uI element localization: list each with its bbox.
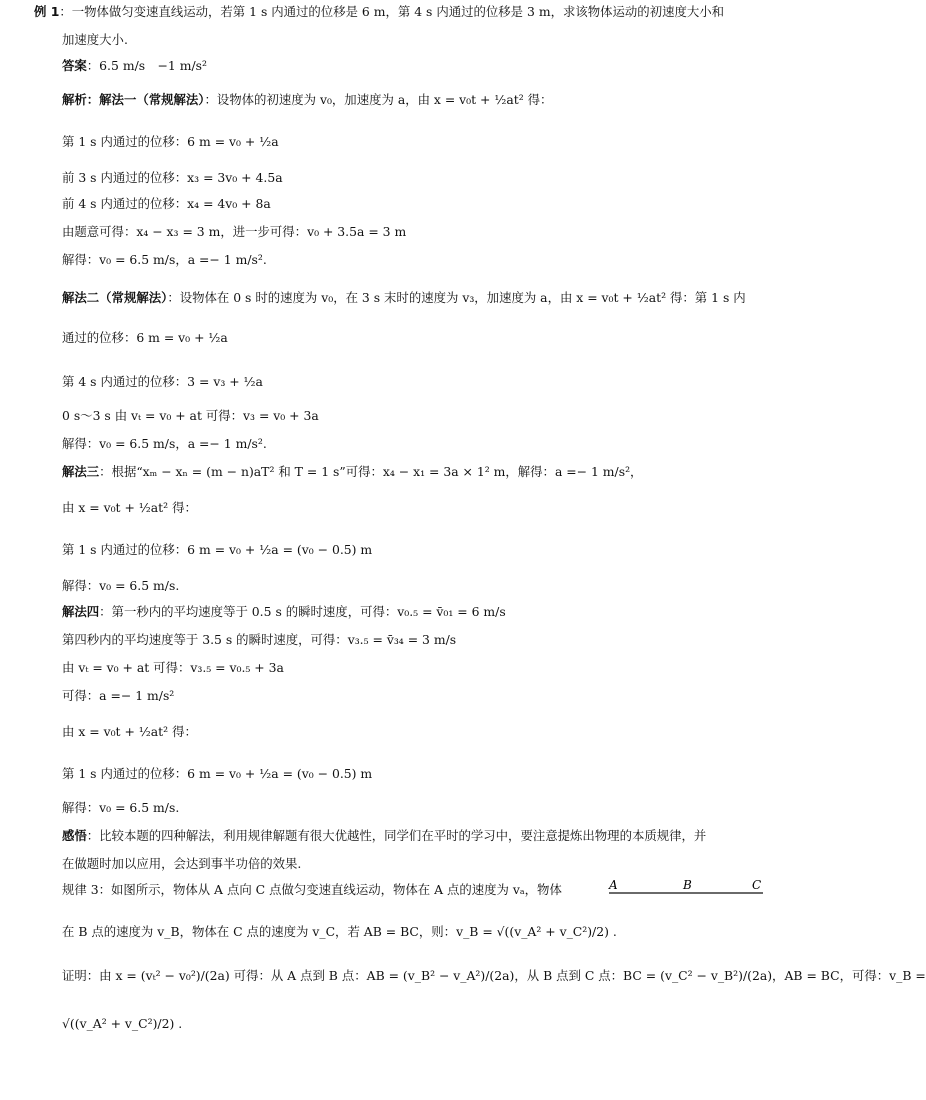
method2-intro-text: ：设物体在 0 s 时的速度为 v₀，在 3 s 末时的速度为 v₃，加速度为 a，由 x = v₀t + ½at² 得：第 1 s 内 [167, 290, 746, 305]
insight-line-1 [62, 828, 768, 844]
method1-label: 解析：解法一（常规解法） [62, 92, 205, 107]
method1-line-5: 解得：v₀ = 6.5 m/s，a =− 1 m/s². [62, 252, 267, 267]
point-a-label: A [609, 878, 618, 892]
rule-line-1: 规律 3：如图所示，物体从 A 点向 C 点做匀变速直线运动，物体在 A 点的速度为 vₐ，物体 [62, 882, 562, 897]
method4-line-2: 由 vₜ = v₀ + at 可得：v₃.₅ = v₀.₅ + 3a [62, 660, 284, 675]
example-title: 例 1 [34, 4, 60, 19]
method4-line-6: 解得：v₀ = 6.5 m/s. [62, 800, 180, 815]
problem-text-1: ：一物体做匀变速直线运动，若第 1 s 内通过的位移是 6 m，第 4 s 内通过的位移是 3 m，求该物体运动的初速度大小和 [59, 4, 725, 19]
method3-label: 解法三 [62, 464, 100, 479]
method2-line-4: 解得：v₀ = 6.5 m/s，a =− 1 m/s². [62, 436, 267, 451]
method2-line-1: 通过的位移：6 m = v₀ + ½a [62, 330, 228, 345]
method3-line-1: 由 x = v₀t + ½at² 得： [62, 500, 197, 515]
method3-intro [62, 464, 768, 480]
method1-intro-text: ：设物体的初速度为 v₀，加速度为 a，由 x = v₀t + ½at² 得： [204, 92, 553, 107]
method4-line-5: 第 1 s 内通过的位移：6 m = v₀ + ½a = (v₀ − 0.5) m [62, 766, 373, 781]
proof-line-2: √((v_A² + v_C²)/2) . [62, 1016, 183, 1031]
insight-label: 感悟 [62, 828, 87, 843]
method2-intro [62, 290, 768, 306]
method4-line-4: 由 x = v₀t + ½at² 得： [62, 724, 197, 739]
method1-intro [62, 92, 768, 108]
point-c-label: C [752, 878, 762, 892]
method4-line-1: 第四秒内的平均速度等于 3.5 s 的瞬时速度，可得：v₃.₅ = v̄₃₄ = 3 m/s [62, 632, 457, 647]
method1-line-2: 前 3 s 内通过的位移：x₃ = 3v₀ + 4.5a [62, 170, 283, 185]
method4-intro [62, 604, 768, 620]
method1-line-1: 第 1 s 内通过的位移：6 m = v₀ + ½a [62, 134, 279, 149]
method1-line-3: 前 4 s 内通过的位移：x₄ = 4v₀ + 8a [62, 196, 271, 211]
answer-label: 答案 [62, 58, 87, 73]
answer-text: ：6.5 m/s −1 m/s² [86, 58, 207, 73]
method4-line-3: 可得：a =− 1 m/s² [62, 688, 175, 703]
problem-line-2: 加速度大小. [62, 32, 128, 47]
answer-line [62, 58, 768, 74]
problem-line-1 [34, 4, 768, 20]
point-b-label: B [683, 878, 692, 892]
method2-line-2: 第 4 s 内通过的位移：3 = v₃ + ½a [62, 374, 263, 389]
method4-label: 解法四 [62, 604, 100, 619]
method3-line-2: 第 1 s 内通过的位移：6 m = v₀ + ½a = (v₀ − 0.5) m [62, 542, 373, 557]
method3-line-3: 解得：v₀ = 6.5 m/s. [62, 578, 180, 593]
insight-line-2: 在做题时加以应用，会达到事半功倍的效果. [62, 856, 302, 871]
method4-intro-text: ：第一秒内的平均速度等于 0.5 s 的瞬时速度，可得：v₀.₅ = v̄₀₁ = 6 m/s [99, 604, 506, 619]
method2-line-3: 0 s～3 s 由 vₜ = v₀ + at 可得：v₃ = v₀ + 3a [62, 408, 319, 423]
proof-line-1: 证明：由 x = (vₜ² − v₀²)/(2a) 可得：从 A 点到 B 点：AB = (v_B² − v_A²)/(2a)，从 B 点到 C 点：BC = (v_C² − v_B²)/(2a)，AB = BC，可得：v_B = [62, 968, 926, 983]
method1-line-4: 由题意可得：x₄ − x₃ = 3 m，进一步可得：v₀ + 3.5a = 3 m [62, 224, 407, 239]
method3-intro-text: ：根据“xₘ − xₙ = (m − n)aT² 和 T = 1 s”可得：x₄ − x₁ = 3a × 1² m，解得：a =− 1 m/s²， [99, 464, 643, 479]
rule-line-2: 在 B 点的速度为 v_B，物体在 C 点的速度为 v_C，若 AB = BC，则：v_B = √((v_A² + v_C²)/2) . [62, 924, 617, 939]
method2-label: 解法二（常规解法） [62, 290, 168, 305]
segment-diagram [607, 879, 765, 899]
insight-text-1: ：比较本题的四种解法，利用规律解题有很大优越性，同学们在平时的学习中，要注意提炼出物理的本质规律，并 [86, 828, 707, 843]
